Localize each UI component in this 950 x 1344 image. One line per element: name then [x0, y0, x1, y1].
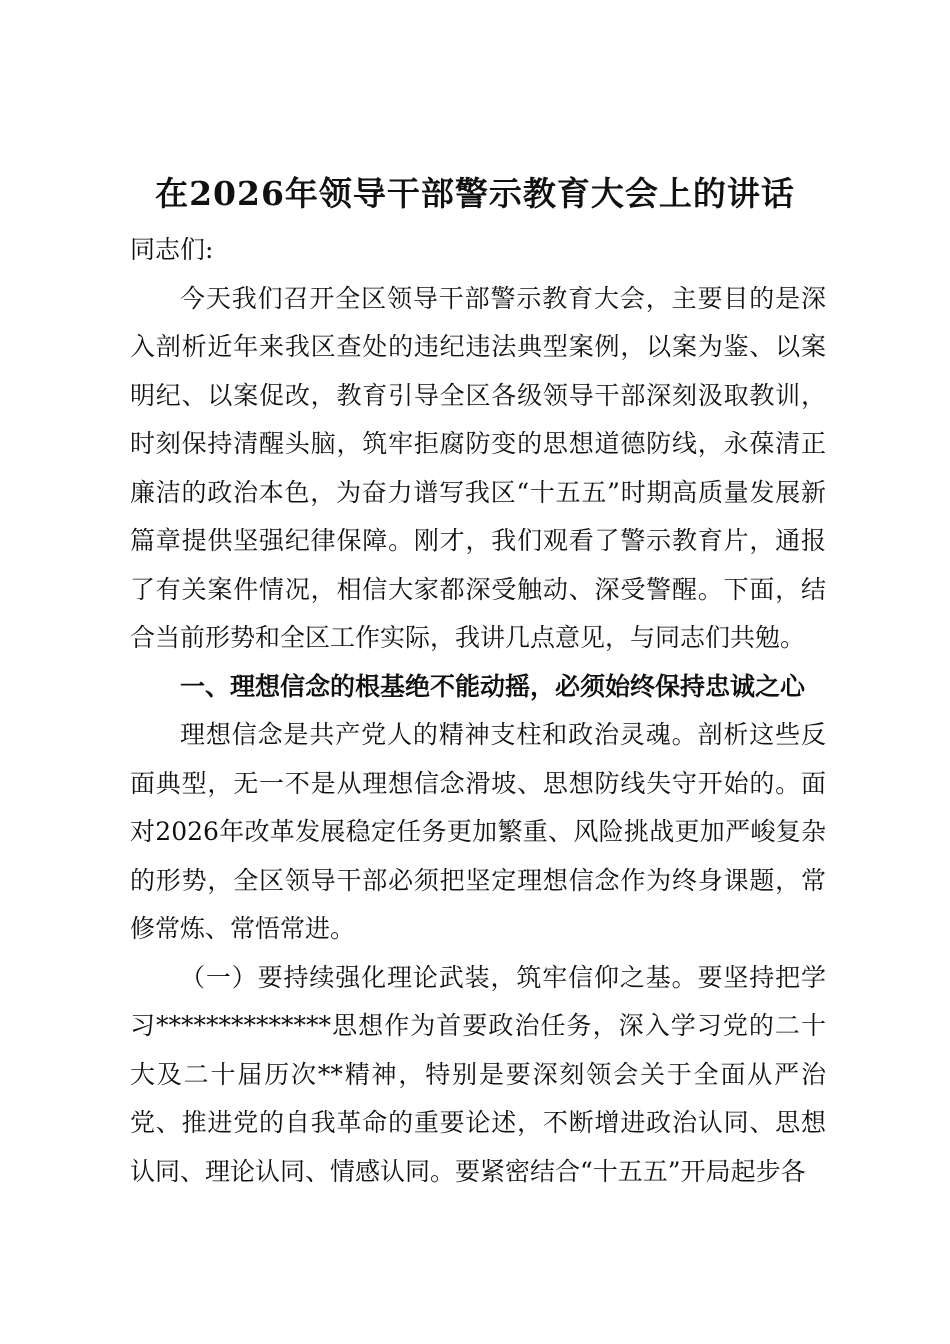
section-heading-1: 一、理想信念的根基绝不能动摇，必须始终保持忠诚之心	[180, 671, 806, 701]
intro-paragraph: 今天我们召开全区领导干部警示教育大会，主要目的是深入剖析近年来我区查处的违纪违法典型案例，以案为鉴、以案明纪、以案促改，教育引导全区各级领导干部深刻汲取教训，时刻保持清醒头脑，筑牢拒腐防变的思想道德防线，永葆清正廉洁的政治本色，为奋力谱写我区“十五五”时期高质量发展新篇章提供坚强纪律保障。刚才，我们观看了警示教育片，通报了有关案件情况，相信大家都深受触动、深受警醒。下面，结合当前形势和全区工作实际，我讲几点意见，与同志们共勉。	[130, 283, 826, 652]
section1-paragraph-2: （一）要持续强化理论武装，筑牢信仰之基。要坚持把学习**************思想作为首要政治任务，深入学习党的二十大及二十届历次**精神，特别是要深刻领会关于全面从严治党、推进党的自我革命的重要论述，不断增进政治认同、思想认同、理论认同、情感认同。要紧密结合“十五五”开局起步各	[130, 962, 826, 1186]
document-body	[130, 226, 826, 1196]
greeting: 同志们:	[130, 235, 214, 264]
document-title: 在2026年领导干部警示教育大会上的讲话	[155, 174, 795, 213]
section1-paragraph-1: 理想信念是共产党人的精神支柱和政治灵魂。剖析这些反面典型，无一不是从理想信念滑坡、思想防线失守开始的。面对2026年改革发展稳定任务更加繁重、风险挑战更加严峻复杂的形势，全区领导干部必须把坚定理想信念作为终身课题，常修常炼、常悟常进。	[130, 720, 826, 943]
